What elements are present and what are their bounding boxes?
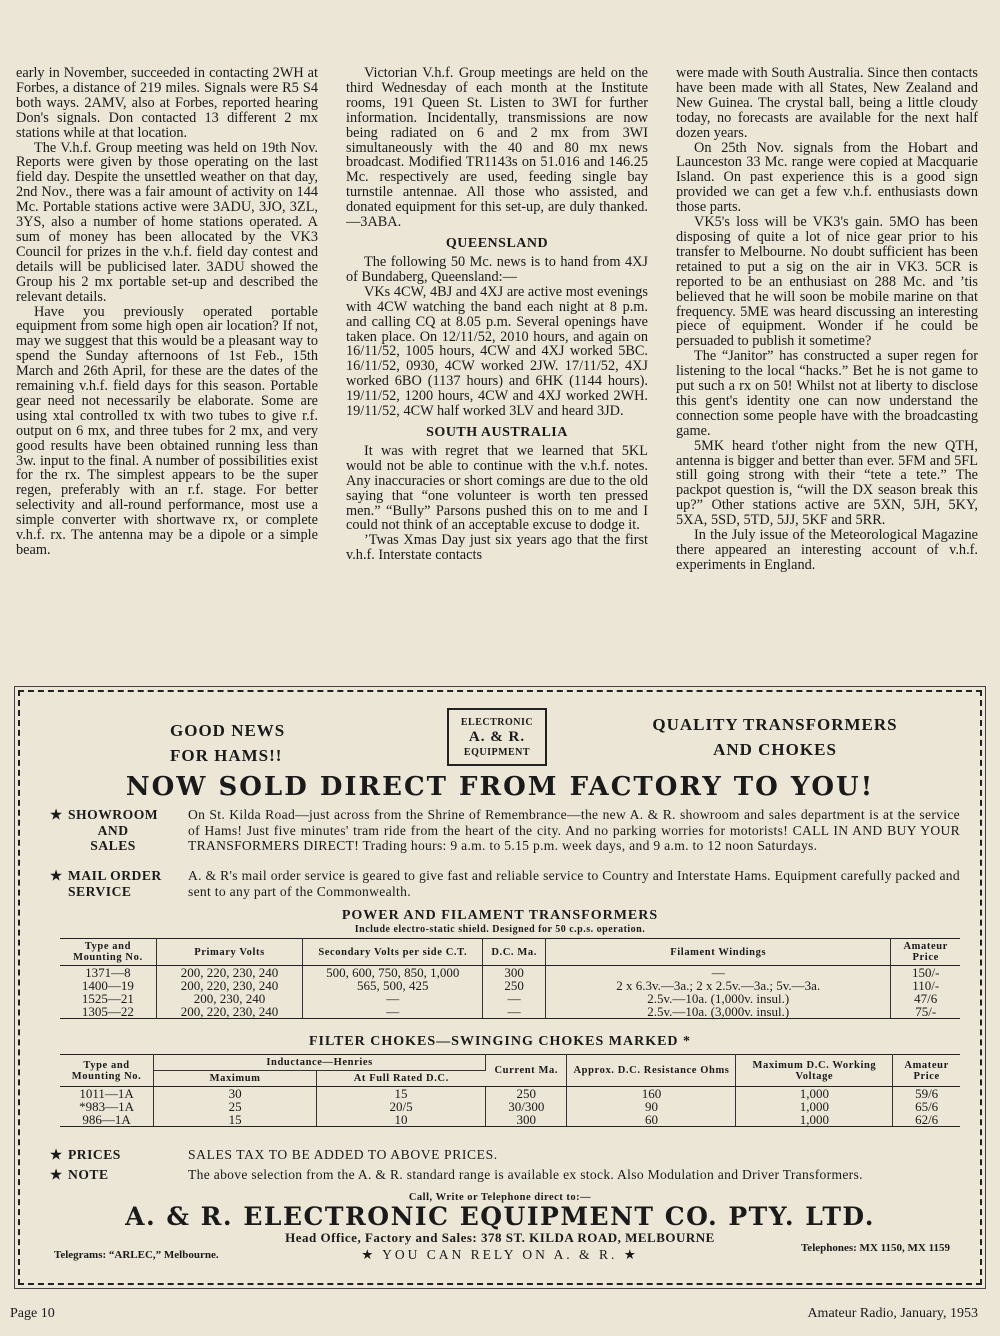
column-1: [16, 66, 318, 670]
ad-headline: NOW SOLD DIRECT FROM FACTORY TO YOU!: [125, 772, 875, 802]
table-row: [60, 1087, 960, 1101]
table-cell: 565, 500, 425: [303, 979, 483, 992]
table-cell: 1011—1A: [60, 1087, 154, 1101]
column-header: Maximum D.C. Working Voltage: [736, 1055, 893, 1087]
mail-order-text: A. & R's mail order service is geared to give fast and reliable service to Country and Interstate Hams. Equipment carefully packed and sent to any part of the Commonwealth.: [188, 868, 960, 899]
table-cell: 300: [486, 1113, 567, 1127]
paragraph: early in November, succeeded in contacting 2WH at Forbes, a distance of 219 miles. Signals were R5 S4 both ways. 2AMV, also at Forbes, reported hearing Don's signals. Don contacted 13 different 2 mx stations while at that location.: [16, 66, 318, 141]
page-number: Page 10: [10, 1306, 55, 1321]
badge-line-equipment: EQUIPMENT: [463, 746, 531, 758]
badge-line-electronic: ELECTRONIC: [460, 716, 534, 728]
prices-text: SALES TAX TO BE ADDED TO ABOVE PRICES.: [188, 1147, 498, 1162]
table-cell: 1400—19: [60, 979, 156, 992]
column-2: [346, 66, 648, 670]
showroom-section: [50, 807, 960, 854]
table-cell: 200, 220, 230, 240: [156, 979, 303, 992]
telephones: Telephones: MX 1150, MX 1159: [800, 1242, 950, 1254]
article-columns: [16, 66, 982, 670]
advertisement-box: [18, 690, 982, 1285]
table-row: [60, 1113, 960, 1127]
choke-table-title: FILTER CHOKES—SWINGING CHOKES MARKED *: [308, 1034, 692, 1049]
star-icon: ★: [50, 807, 63, 822]
good-news-heading: [170, 718, 285, 768]
showroom-text: On St. Kilda Road—just across from the Shrine of Remembrance—the new A. & R. showroom and sales department is at the service of Hams! Just five minutes' tram ride from the heart of the city. And no parking worries for motorists! CALL IN AND BUY YOUR TRANSFORMERS DIRECT! Trading hours: 9 a.m. to 5.15 p.m. week days, and 9 a.m. to 12 noon Saturdays.: [188, 807, 960, 853]
table-cell: 25: [154, 1100, 317, 1113]
column-header: Type and Mounting No.: [60, 939, 156, 966]
label-line: SHOWROOM: [68, 807, 159, 822]
column-header: Amateur Price: [891, 939, 960, 966]
mail-order-section: [50, 868, 960, 899]
table-cell: 47/6: [914, 991, 938, 1006]
table-cell: —: [303, 992, 483, 1005]
paragraph: The following 50 Mc. news is to hand from 4XJ of Bundaberg, Queensland:—: [346, 253, 648, 285]
table-row: [60, 1005, 960, 1019]
table-cell: 300: [483, 966, 546, 980]
table-cell: 110/-: [912, 978, 940, 993]
column-header: Secondary Volts per side C.T.: [303, 939, 483, 966]
mail-order-label: [50, 868, 188, 899]
table-cell: 1305—22: [60, 1005, 156, 1019]
paragraph: were made with South Australia. Since then contacts have been made with all States, New Zealand and New Guinea. The crystal ball, being a little cloudy today, no forecasts are available for the next half dozen years.: [676, 66, 978, 141]
column-header: Primary Volts: [156, 939, 303, 966]
table-cell: 1,000: [736, 1113, 893, 1127]
table-cell: 200, 220, 230, 240: [156, 1005, 303, 1019]
table-cell: —: [483, 992, 546, 1005]
telegrams: Telegrams: “ARLEC,” Melbourne.: [54, 1249, 219, 1261]
table-cell: 2 x 6.3v.—3a.; 2 x 2.5v.—3a.; 5v.—3a.: [546, 979, 891, 992]
table-cell: 200, 220, 230, 240: [156, 966, 303, 980]
table-cell: 1525—21: [60, 992, 156, 1005]
column-header: Inductance—Henries: [154, 1055, 486, 1071]
power-table-title: POWER AND FILAMENT TRANSFORMERS: [341, 908, 659, 923]
quality-line-2: AND CHOKES: [713, 740, 837, 759]
column-header: Amateur Price: [893, 1055, 960, 1087]
table-cell: 75/-: [891, 1005, 960, 1019]
quality-line-1: QUALITY TRANSFORMERS: [652, 715, 898, 734]
section-heading-queensland: QUEENSLAND: [445, 235, 549, 251]
table-cell: 1,000: [736, 1087, 893, 1101]
column-header: Approx. D.C. Resistance Ohms: [567, 1055, 736, 1087]
paragraph: Have you previously operated portable equipment from some high open air location? If not, may we suggest that this would be a pleasant way to spend the Sunday afternoons of 1st Feb., 15th March and 26th April, for these are the dates of the remaining v.h.f. field days for this season. Portable gear need not necessarily be elaborate. Some are using xtal controlled tx with two tubes to give r.f. output on 6 mx, and three tubes for 2 mx, and very good results have been obtained running less than 3w. input to the final. A number of possibilities exist for the rx. The simplest appears to be the super regen, preferably with an r.f. stage. For better selectivity and all-round performance, most use a simple converter with shortwave rx, or complete v.h.f. rx. The antenna may be a dipole or a simple beam.: [16, 303, 318, 558]
table-header-row: [60, 1055, 960, 1071]
brand-badge: [447, 708, 547, 766]
table-cell: 986—1A: [60, 1113, 154, 1127]
paragraph: On 25th Nov. signals from the Hobart and Launceston 33 Mc. range were copied at Macquarie Island. On past experience this is a good sign provided we can get a few v.h.f. enthusiasts down those parts.: [676, 139, 978, 216]
label-line: MAIL ORDER: [68, 868, 162, 883]
column-header: Filament Windings: [546, 939, 891, 966]
table-cell: 15: [317, 1087, 486, 1101]
table-cell: 90: [567, 1100, 736, 1113]
showroom-label: [50, 807, 188, 854]
section-heading-south-australia: SOUTH AUSTRALIA: [426, 424, 568, 440]
table-cell: 1371—8: [60, 966, 156, 980]
paragraph: The “Janitor” has constructed a super regen for listening to the local “hacks.” Bet he is not game to put such a rx on 50! Whilst not at liberty to disclose this gent's identity one can now understand the connection some people have with the broadcasting game.: [676, 348, 978, 439]
table-cell: —: [483, 1005, 546, 1019]
paragraph: VK5's loss will be VK3's gain. 5MO has been disposing of quite a lot of nice gear prior to his transfer to Melbourne. No doubt sufficient has been retained to put a sig on the air in VK3. 5CR is reported to be an enthusiast on 288 Mc. and ’tis believed that he will soon be mobile marine on that frequency. 5ME was heard discussing an interesting piece of equipment. Wonder if he could be persuaded to publish it sometime?: [676, 214, 978, 350]
label-line: SALES: [90, 838, 136, 853]
company-address: Head Office, Factory and Sales: 378 ST. KILDA ROAD, MELBOURNE: [285, 1230, 715, 1245]
label-line: SERVICE: [68, 883, 132, 899]
table-cell: 15: [154, 1113, 317, 1127]
table-cell: 59/6: [915, 1086, 939, 1101]
table-header-row: [60, 939, 960, 966]
slogan: ★ YOU CAN RELY ON A. & R. ★: [361, 1247, 639, 1262]
note-label: [50, 1167, 188, 1183]
paragraph: The V.h.f. Group meeting was held on 19th Nov. Reports were given by those operating on the last field day. Despite the unsettled weather on that day, 2nd Nov., there was a fair amount of activity on 144 Mc. Portable stations active were 3ADU, 3JO, 3ZL, 3YS, also a number of home stations operated. A sum of money has been allocated by the VK3 Council for prizes in the v.h.f. field day contest and details will be publicised later. 3ADU showed the Group his 2 mx portable set-up and described the relevant details.: [16, 139, 318, 305]
label-line: PRICES: [68, 1147, 121, 1162]
paragraph: In the July issue of the Meteorological Magazine there appeared an interesting account of v.h.f. experiments in England.: [676, 527, 978, 573]
paragraph: It was with regret that we learned that 5KL would not be able to continue with the v.h.f. notes. Any inaccuracies or short comings are due to the old saying that “one volunteer is worth ten pressed men.” “Bully” Parsons pushed this on to me and I could not think of an acceptable excuse to dodge it.: [346, 442, 648, 534]
table-row: [60, 966, 960, 980]
badge-line-brand: A. & R.: [468, 728, 526, 745]
company-name: A. & R. ELECTRONIC EQUIPMENT CO. PTY. LTD.: [125, 1202, 875, 1231]
column-3: [676, 66, 978, 670]
table-cell: *983—1A: [60, 1100, 154, 1113]
for-hams-line: FOR HAMS!!: [170, 746, 283, 765]
paragraph: 5MK heard t'other night from the new QTH, antenna is bigger and better than ever. 5FM and 5FL still going strong with their “tete a tete.” The packpot question is, “will the DX season break this up?” Other stations active are 5XN, 5JH, 5KY, 5XA, 5SD, 5TD, 5JJ, 5KF and 5RR.: [676, 437, 978, 529]
table-cell: 60: [567, 1113, 736, 1127]
table-cell: 500, 600, 750, 850, 1,000: [303, 966, 483, 980]
table-cell: 250: [483, 979, 546, 992]
star-icon: ★: [50, 1147, 63, 1162]
table-cell: 2.5v.—10a. (3,000v. insul.): [546, 1005, 891, 1019]
table-cell: 200, 230, 240: [156, 992, 303, 1005]
table-cell: 160: [567, 1087, 736, 1101]
paragraph: VKs 4CW, 4BJ and 4XJ are active most evenings with 4CW watching the band each night at 8 p.m. and calling CQ at 8.05 p.m. Several openings have taken place. On 12/11/52, 2010 hours, and again on 16/11/52, 1005 hours, 4CW and 4XJ worked 5BC. 16/11/52, 0930, 4CW worked 2JW. 17/11/52, 4XJ worked 6BO (1137 hours) and 6HK (1144 hours). 19/11/52, 1200 hours, 4CW and 4XJ worked 2WH. 19/11/52, 4CW half worked 3LV and heard 3JD.: [346, 283, 648, 420]
table-cell: —: [303, 1005, 483, 1019]
table-cell: 62/6: [893, 1113, 960, 1127]
column-header: Maximum: [154, 1071, 317, 1087]
note-text: The above selection from the A. & R. standard range is available ex stock. Also Modulation and Driver Transformers.: [188, 1167, 863, 1182]
contact-line: Call, Write or Telephone direct to:—: [408, 1192, 592, 1203]
column-header: Current Ma.: [486, 1055, 567, 1087]
table-cell: 150/-: [911, 965, 940, 980]
ad-header: [20, 692, 980, 770]
column-header: D.C. Ma.: [483, 939, 546, 966]
table-cell: 20/5: [317, 1100, 486, 1113]
issue-line: Amateur Radio, January, 1953: [807, 1306, 978, 1321]
paragraph: ’Twas Xmas Day just six years ago that the first v.h.f. Interstate contacts: [346, 532, 648, 564]
table-cell: 10: [317, 1113, 486, 1127]
table-cell: 65/6: [915, 1099, 939, 1114]
paragraph: Victorian V.h.f. Group meetings are held on the third Wednesday of each month at the Institute rooms, 191 Queen St. Listen to 3WI for further information. Incidentally, transmissions are now being radiated on 6 and 2 mx from 3WI simultaneously with the 40 and 80 mx news broadcast. Modified TR1143s on 51.016 and 146.25 Mc. respectively are used, feeding single bay turnstile antennae. All those who assisted, and donated equipment for this set-up, are duly thanked.—3ABA.: [346, 66, 648, 231]
table-cell: 30: [154, 1087, 317, 1101]
quality-heading: [630, 712, 920, 762]
label-line: AND: [97, 822, 129, 838]
table-cell: 30/300: [486, 1100, 567, 1113]
power-transformer-table: [60, 938, 960, 1019]
label-line: NOTE: [68, 1167, 109, 1182]
prices-section: [50, 1147, 960, 1163]
star-icon: ★: [50, 1167, 63, 1182]
table-cell: 2.5v.—10a. (1,000v. insul.): [546, 992, 891, 1005]
column-header: Type and Mounting No.: [60, 1055, 154, 1087]
table-cell: —: [546, 966, 891, 980]
note-section: [50, 1167, 960, 1183]
column-header: At Full Rated D.C.: [317, 1071, 486, 1087]
good-news-line: GOOD NEWS: [170, 721, 286, 740]
table-cell: 1,000: [736, 1100, 893, 1113]
filter-choke-table: [60, 1054, 960, 1127]
star-icon: ★: [50, 868, 63, 883]
prices-label: [50, 1147, 188, 1163]
table-cell: 250: [486, 1087, 567, 1101]
power-table-subtitle: Include electro-static shield. Designed for 50 c.p.s. operation.: [354, 924, 646, 935]
